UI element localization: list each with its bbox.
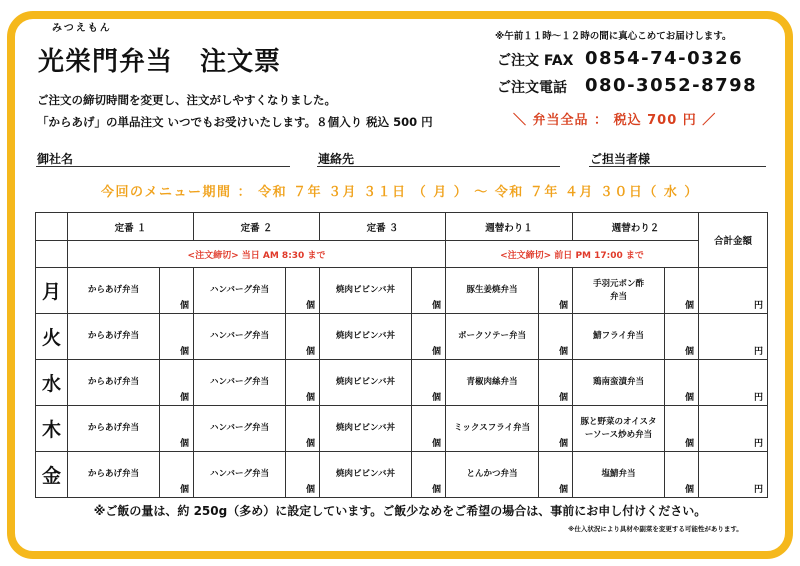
day-label: 金 [36,452,68,498]
fax-number: 0854-74-0326 [585,48,744,69]
price-note: ＼ 弁当全品 ： 税込 700 円 ／ [513,113,717,128]
quantity-cell[interactable]: 個 [539,406,573,452]
table-row [36,268,768,314]
column-header: 週替わり１ [446,213,573,241]
meal-name: からあげ弁当 [68,314,160,360]
day-label: 水 [36,360,68,406]
meal-name: 焼肉ビビンバ丼 [320,360,412,406]
column-header: 定番 ３ [320,213,446,241]
column-header: 定番 １ [68,213,194,241]
quantity-cell[interactable]: 個 [286,268,320,314]
quantity-cell[interactable]: 個 [539,452,573,498]
meal-name: ハンバーグ弁当 [194,406,286,452]
quantity-cell[interactable]: 個 [160,314,194,360]
meal-name: 焼肉ビビンバ丼 [320,268,412,314]
day-label: 月 [36,268,68,314]
intro-line-1: ご注文の締切時間を変更し、注文がしやすくなりました。 [37,93,336,107]
tel-label: ご注文電話 [497,80,567,96]
quantity-cell[interactable]: 個 [665,314,699,360]
fine-print: ※仕入状況により具材や副菜を変更する可能性があります。 [568,525,743,533]
tel-number: 080-3052-8798 [585,75,758,96]
delivery-notice: ※午前１１時～１２時の間に真心こめてお届けします。 [495,31,732,42]
quantity-cell[interactable]: 個 [160,268,194,314]
meal-name: ハンバーグ弁当 [194,452,286,498]
quantity-cell[interactable]: 個 [412,406,446,452]
quantity-cell[interactable]: 個 [539,314,573,360]
quantity-cell[interactable]: 個 [286,406,320,452]
quantity-cell[interactable]: 個 [412,268,446,314]
order-table [35,212,768,498]
quantity-cell[interactable]: 個 [665,268,699,314]
quantity-cell[interactable]: 個 [539,360,573,406]
column-header: 週替わり２ [573,213,699,241]
total-header: 合計金額 [699,213,768,268]
contact-label: 連絡先 [318,152,355,166]
quantity-cell[interactable]: 個 [286,360,320,406]
meal-name: とんかつ弁当 [446,452,539,498]
total-cell[interactable]: 円 [699,314,768,360]
corner-cell [36,241,68,268]
quantity-cell[interactable]: 個 [160,360,194,406]
meal-name: ハンバーグ弁当 [194,268,286,314]
total-cell[interactable]: 円 [699,268,768,314]
rice-note: ※ご飯の量は、約 250g（多め）に設定しています。ご飯少なめをご希望の場合は、事前にお申し付けください。 [93,504,707,518]
cutoff-row [36,241,768,268]
quantity-cell[interactable]: 個 [286,452,320,498]
meal-name: 焼肉ビビンバ丼 [320,406,412,452]
total-cell[interactable]: 円 [699,452,768,498]
table-row [36,406,768,452]
day-label: 火 [36,314,68,360]
total-cell[interactable]: 円 [699,360,768,406]
menu-period: 今回のメニュー期間 ： 令和 ７年 ３月 ３１日 （ 月 ） ～ 令和 ７年 ４月 ３０日（ 水 ） [101,185,699,200]
meal-name: からあげ弁当 [68,268,160,314]
contact-field[interactable] [317,166,560,167]
page-title: 光栄門弁当 注文票 [38,47,282,77]
meal-name: 塩鯖弁当 [573,452,665,498]
intro-line-2: 「からあげ」の単品注文 いつでもお受けいたします。８個入り 税込 500 円 [37,115,433,129]
quantity-cell[interactable]: 個 [665,406,699,452]
meal-name: 鶏南蛮漬弁当 [573,360,665,406]
fax-label: ご注文 FAX [497,53,574,69]
quantity-cell[interactable]: 個 [160,452,194,498]
quantity-cell[interactable]: 個 [539,268,573,314]
quantity-cell[interactable]: 個 [160,406,194,452]
meal-name: からあげ弁当 [68,406,160,452]
cutoff-regular: <注文締切> 当日 AM 8:30 まで [68,241,446,268]
quantity-cell[interactable]: 個 [412,452,446,498]
meal-name: ミックスフライ弁当 [446,406,539,452]
meal-name: ポークソテー弁当 [446,314,539,360]
column-header: 定番 ２ [194,213,320,241]
quantity-cell[interactable]: 個 [412,360,446,406]
meal-name: 焼肉ビビンバ丼 [320,452,412,498]
meal-name: ハンバーグ弁当 [194,360,286,406]
table-row [36,314,768,360]
quantity-cell[interactable]: 個 [665,360,699,406]
quantity-cell[interactable]: 個 [665,452,699,498]
day-label: 木 [36,406,68,452]
person-field[interactable] [589,166,766,167]
meal-name: ハンバーグ弁当 [194,314,286,360]
meal-name: 豚生姜焼弁当 [446,268,539,314]
table-row [36,360,768,406]
total-cell[interactable]: 円 [699,406,768,452]
meal-name: からあげ弁当 [68,360,160,406]
company-label: 御社名 [37,152,74,166]
table-header-row [36,213,768,241]
meal-name: 焼肉ビビンバ丼 [320,314,412,360]
meal-name: 手羽元ポン酢 弁当 [573,268,665,314]
cutoff-weekly: <注文締切> 前日 PM 17:00 まで [446,241,699,268]
corner-cell [36,213,68,241]
quantity-cell[interactable]: 個 [412,314,446,360]
title-ruby: みつえもん [52,23,112,34]
meal-name: 青椒肉絲弁当 [446,360,539,406]
meal-name: 豚と野菜のオイスタ ーソース炒め弁当 [573,406,665,452]
company-field[interactable] [36,166,290,167]
meal-name: からあげ弁当 [68,452,160,498]
quantity-cell[interactable]: 個 [286,314,320,360]
table-row [36,452,768,498]
meal-name: 鯖フライ弁当 [573,314,665,360]
person-label: ご担当者様 [590,152,651,166]
